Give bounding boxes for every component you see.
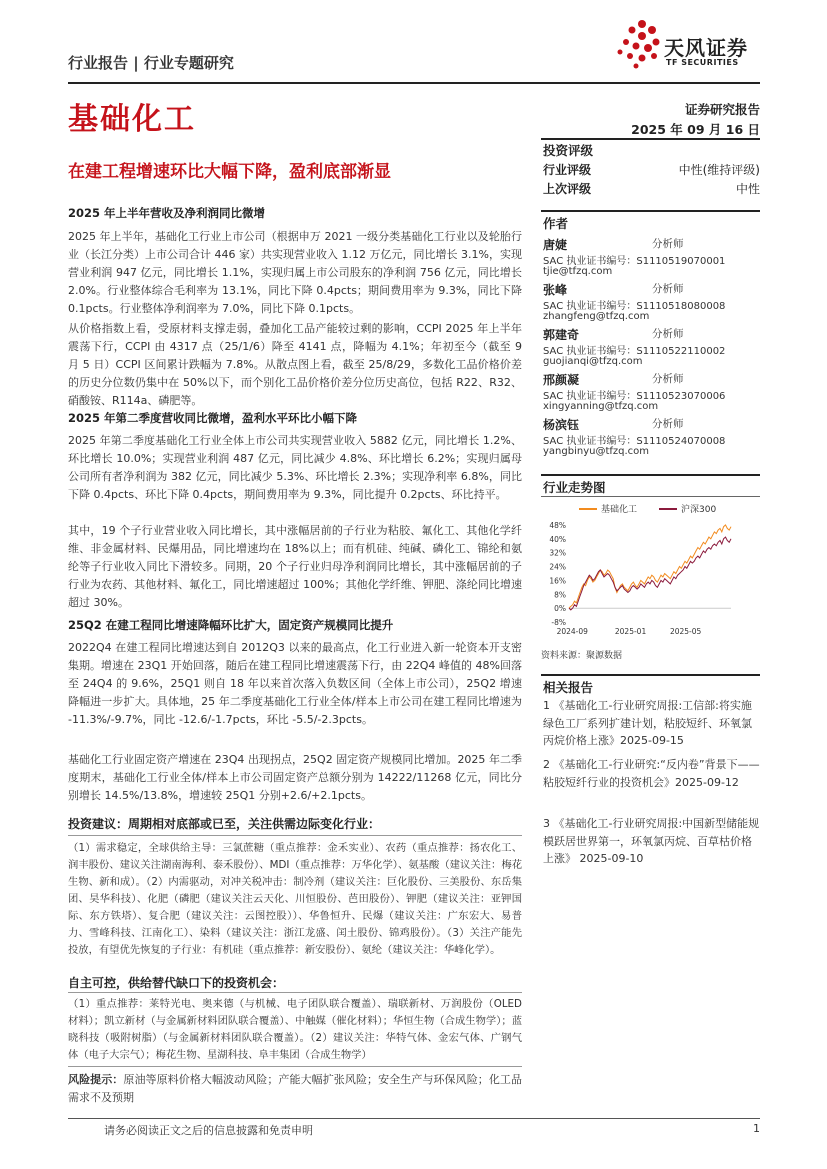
author-title: 分析师 [652, 238, 684, 250]
paragraph: 2022Q4 在建工程同比增速达到自 2012Q3 以来的最高点，化工行业进入新一轮资本开支密集期。增速在 23Q1 开始回落，随后在建工程同比增速震荡下行，由 22Q4 峰值的 48%回落至 24Q4 的 9.6%，25Q1 则自 18 年以来首次落入负数区间（全体上市公司），25Q2 增速降幅进一步扩大。具体地，25 年二季度基础化工行业全体/样本上市公司在建工程同比增速为 -11.3%/-9.7%，同比 -12.6/-1.7pcts，环比 -5.5/-2.3pcts。 [68, 641, 522, 726]
disclaimer: 请务必阅读正文之后的信息披露和免责申明 [104, 1124, 313, 1137]
risk-text: 原油等原料价格大幅波动风险；产能大幅扩张风险；安全生产与环保风险；化工品需求不及预期 [68, 1073, 522, 1104]
legend-label: 沪深300 [681, 505, 717, 515]
related-report-item[interactable]: 3 《基础化工-行业研究周报:中国新型储能规模跃居世界第一，环氧氯丙烷、百草枯价格上涨》 2025-09-10 [543, 817, 760, 865]
section-title: 25Q2 在建工程同比增速降幅环比扩大，固定资产规模同比提升 [68, 618, 394, 632]
author-name: 唐婕 [543, 238, 568, 252]
author-title: 分析师 [652, 328, 684, 340]
sidebar-rule [541, 138, 760, 140]
self-reliance-title: 自主可控，供给替代缺口下的投资机会： [68, 976, 285, 990]
sidebar-rule [541, 474, 760, 476]
industry-title: 基础化工 [68, 102, 196, 137]
legend-label: 基础化工 [601, 505, 638, 515]
risk-title: 风险提示： [68, 1073, 124, 1086]
sidebar-rule [541, 674, 760, 676]
logo-english: TF SECURITIES [666, 58, 739, 67]
sidebar-rule [541, 496, 760, 497]
prev-rating-value: 中性 [735, 182, 760, 196]
author-name: 郭建奇 [543, 328, 580, 342]
author-name: 张峰 [543, 283, 568, 297]
author-email[interactable]: zhangfeng@tfzq.com [543, 311, 650, 322]
risk-paragraph [68, 1071, 522, 1107]
related-heading: 相关报告 [543, 680, 594, 695]
y-tick-label: 24% [549, 562, 566, 572]
trend-heading: 行业走势图 [543, 480, 606, 495]
divider [68, 835, 522, 836]
author-name: 杨滨钰 [543, 418, 580, 432]
rating-label: 行业评级 [543, 163, 592, 177]
related-report-item[interactable]: 1 《基础化工-行业研究周报:工信部:将实施绿色工厂系列扩建计划，粘胶短纤、环氧氯丙烷价格上涨》2025-09-15 [543, 699, 752, 747]
series-line [569, 525, 731, 608]
y-tick-label: 16% [549, 576, 566, 586]
related-report-item[interactable]: 2 《基础化工-行业研究:“反内卷”背景下——粘胶短纤行业的投资机会》2025-09-12 [543, 758, 760, 789]
author-email[interactable]: guojianqi@tfzq.com [543, 356, 643, 367]
author-email[interactable]: tjie@tfzq.com [543, 266, 613, 277]
author-sac: SAC 执业证书编号：S1110524070008 [543, 436, 726, 447]
invest-text: （1）需求稳定，全球供给主导：三氯蔗糖（重点推荐：金禾实业）、农药（重点推荐：扬农化工、润丰股份、建议关注湖南海利、泰禾股份）、MDI（重点推荐：万华化学）、氨基酸（建议关注：梅花生物、新和成）。（2）内需驱动，对冲关税冲击：制冷剂（建议关注：巨化股份、三美股份、东岳集团、昊华科技）、化肥（磷肥（建议关注云天化、川恒股份、芭田股份）、钾肥（建议关注：亚钾国际、东方铁塔）、复合肥（建议关注：云图控股））、华鲁恒升、民爆（建议关注：广东宏大、易普力、雪峰科技、江南化工）、染料（建议关注：浙江龙盛、闰土股份、锦鸡股份）。（3）关注产能先投放，有望优先恢复的子行业：有机硅（重点推荐：新安股份）、氨纶（建议关注：华峰化学）。 [68, 842, 522, 956]
paragraph: 2025 年第二季度基础化工行业全体上市公司共实现营业收入 5882 亿元，同比增长 1.2%、环比增长 10.0%；实现营业利润 487 亿元，同比减少 4.8%、环比增长 6.2%；实现归属母公司所有者净利润为 382 亿元，同比减少 5.3%、环比增长 2.3%；实现净利率 6.8%，同比下降 0.4pcts、环比下降 0.4pcts，期间费用率为 9.3%，同比提升 0.2pcts、环比持平。 [68, 434, 522, 501]
y-tick-label: 32% [549, 548, 566, 558]
page-number: 1 [753, 1122, 760, 1135]
series-line [569, 537, 731, 610]
prev-rating-label: 上次评级 [543, 182, 592, 196]
section-title: 2025 年上半年营收及净利润同比微增 [68, 206, 266, 220]
x-tick-label: 2024-09 [556, 627, 588, 636]
author-email[interactable]: xingyanning@tfzq.com [543, 401, 659, 412]
author-sac: SAC 执业证书编号：S1110519070001 [543, 256, 726, 267]
y-tick-label: 0% [554, 604, 566, 614]
y-tick-label: 8% [554, 590, 566, 600]
y-tick-label: 48% [549, 520, 566, 530]
author-sac: SAC 执业证书编号：S1110522110002 [543, 346, 726, 357]
author-email[interactable]: yangbinyu@tfzq.com [543, 446, 650, 457]
invest-title: 投资建议：周期相对底部或已至，关注供需边际变化行业： [68, 817, 381, 831]
section-title: 2025 年第二季度营收同比微增，盈利水平环比小幅下降 [68, 411, 358, 425]
divider [68, 1066, 522, 1067]
report-headline: 在建工程增速环比大幅下降，盈利底部渐显 [68, 162, 391, 182]
self-reliance-text: （1）重点推荐：莱特光电、奥来德（与机械、电子团队联合覆盖）、瑞联新材、万润股份（OLED 材料）；凯立新材（与金属新材料团队联合覆盖）、中触媒（催化材料）；华恒生物（合成生物学）；蓝晓科技（吸附树脂）（与金属新材料团队联合覆盖）。（2）建议关注：华特气体、金宏气体、广钢气体（电子大宗气）；梅花生物、星湖科技、阜丰集团（合成生物学） [68, 998, 522, 1061]
logo-text: 天风证券 [664, 36, 748, 60]
x-tick-label: 2025-01 [614, 627, 647, 636]
report-date: 2025 年 09 月 16 日 [631, 122, 760, 137]
paragraph: 2025 年上半年，基础化工行业上市公司（根据申万 2021 一级分类基础化工行业以及轮胎行业（长江分类）上市公司合计 446 家）共实现营业收入 1.12 万亿元，同比增长 3.1%，实现营业利润 947 亿元，同比增长 1.1%，实现归属上市公司股东的净利润 756 亿元，同比增长 2.0%。行业整体综合毛利率为 13.1%，同比下降 0.4pcts；期间费用率为 9.3%，同比下降 0.1pcts。行业整体净利润率为 7.0%，同比下降 0.1pcts。 [68, 230, 522, 315]
x-tick-label: 2025-05 [669, 627, 702, 636]
author-name: 邢颜凝 [543, 373, 580, 387]
rating-value: 中性(维持评级) [678, 163, 760, 177]
author-sac: SAC 执业证书编号：S1110523070006 [543, 391, 726, 402]
chart-source: 资料来源：聚源数据 [541, 651, 623, 661]
divider [68, 992, 522, 993]
paragraph: 基础化工行业固定资产增速在 23Q4 出现拐点，25Q2 固定资产规模同比增加。2025 年二季度期末，基础化工行业全体/样本上市公司固定资产总额分别为 14222/11268 亿元，同比分别增长 14.5%/13.8%，增速较 25Q1 分别+2.6/+2.1pcts。 [68, 753, 522, 802]
author-title: 分析师 [652, 418, 684, 430]
sidebar-rule [541, 210, 760, 212]
authors-heading: 作者 [543, 216, 569, 231]
author-title: 分析师 [652, 373, 684, 385]
y-tick-label: 40% [549, 534, 566, 544]
rating-heading: 投资评级 [543, 143, 594, 158]
y-tick-label: -8% [551, 618, 566, 627]
industry-trend-chart [541, 500, 760, 640]
footer-rule [68, 1118, 760, 1119]
report-kind: 证券研究报告 [684, 102, 760, 117]
tf-logo-icon [612, 18, 662, 70]
author-title: 分析师 [652, 283, 684, 295]
report-type: 行业报告 | 行业专题研究 [68, 54, 234, 72]
paragraph: 其中，19 个子行业营业收入同比增长，其中涨幅居前的子行业为粘胶、氟化工、其他化学纤维、非金属材料、民爆用品，同比增速均在 18%以上；而有机硅、纯碱、磷化工、锦纶和氨纶等子行业收入同比下滑较多。同期，20 个子行业归母净利润同比增长，其中涨幅居前的子行业为农药、其他材料、氟化工，同比增速超过 100%；其他化学纤维、钾肥、涤纶同比增速超过 30%。 [68, 524, 522, 609]
header-rule [68, 82, 760, 84]
author-sac: SAC 执业证书编号：S1110518080008 [543, 301, 726, 312]
paragraph: 从价格指数上看，受原材料支撑走弱，叠加化工品产能较过剩的影响，CCPI 2025 年上半年震荡下行，CCPI 由 4317 点（25/1/6）降至 4141 点，降幅为 4.1%；年初至今（截至 9 月 5 日）CCPI 区间累计跌幅为 7.8%。从散点图上看，截至 25/8/29，多数化工品价格价差的历史分位数仍集中在 50%以下，而个别化工品价格价差分位历史高位，包括 R22、R32、硝酸铵、R114a、磷肥等。 [68, 322, 522, 407]
